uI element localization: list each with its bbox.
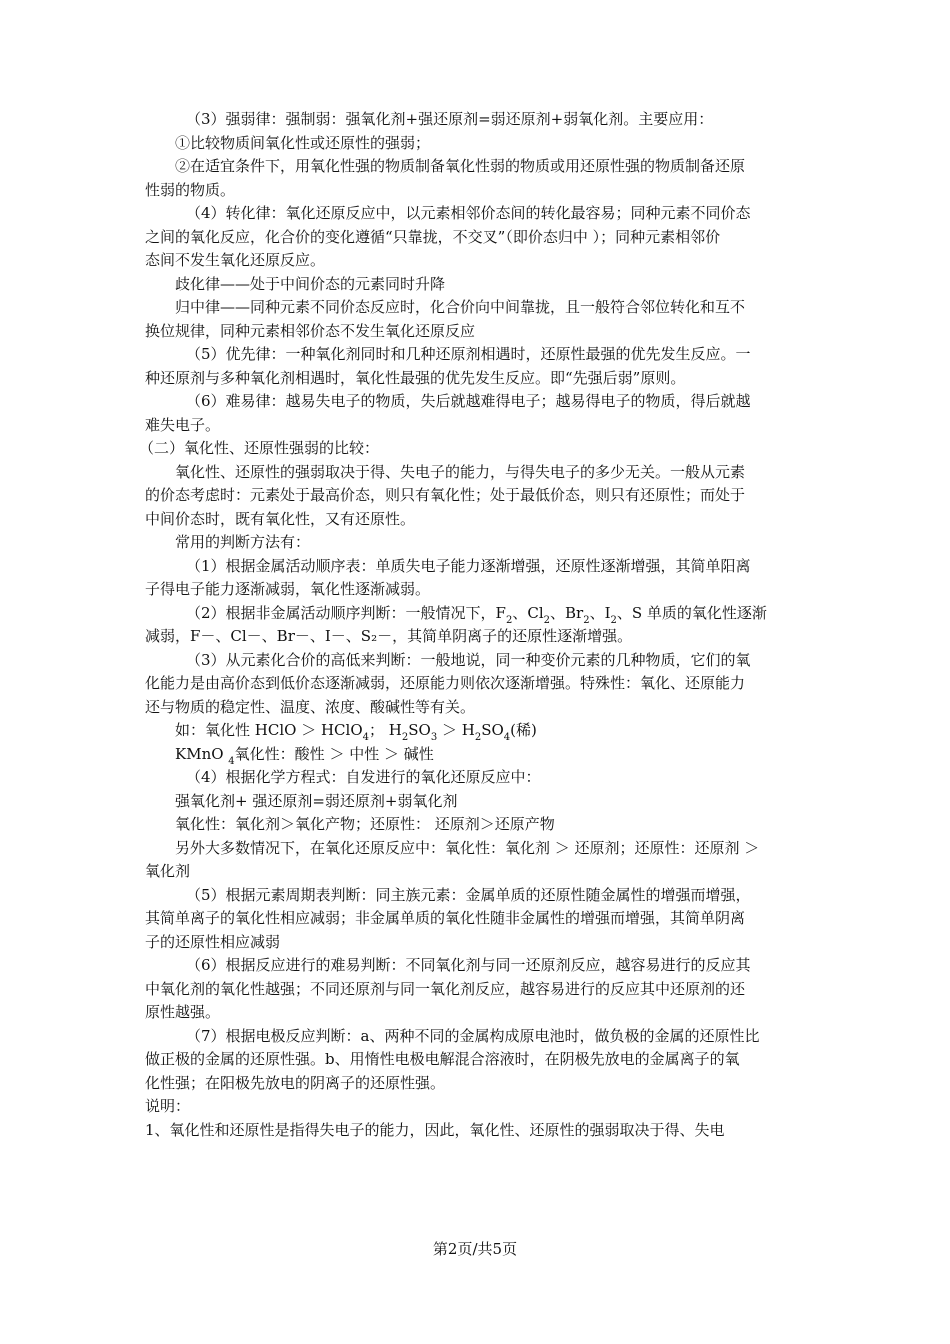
- text-line: 另外大多数情况下，在氧化还原反应中：氧化性：氧化剂 ＞ 还原剂；还原性：还原剂 ＞: [175, 838, 760, 857]
- text-line: KMnO $_4$氧化性：酸性 ＞ 中性 ＞ 碱性: [175, 744, 434, 767]
- text-line: （6）难易律：越易失电子的物质，失后就越难得电子；越易得电子的物质，得后就越: [186, 392, 751, 410]
- text-line: （7）根据电极反应判断：a、两种不同的金属构成原电池时，做负极的金属的还原性比: [186, 1026, 760, 1045]
- text-line: （4）根据化学方程式：自发进行的氧化还原反应中：: [186, 768, 541, 786]
- document-body: [139, 108, 817, 1142]
- text-line: （3）从元素化合价的高低来判断：一般地说，同一种变价元素的几种物质，它们的氧: [186, 650, 751, 669]
- text-line: 换位规律，同种元素相邻价态不发生氧化还原反应: [145, 321, 476, 340]
- text-line: 减弱，F－、Cl－、Br－、I－、S₂－，其简单阴离子的还原性逐渐增强。: [145, 627, 633, 645]
- text-line: 氧化剂: [145, 862, 191, 880]
- text-line: 歧化律——处于中间价态的元素同时升降: [175, 274, 446, 293]
- page-number: 第2页/共5页: [432, 1240, 518, 1258]
- text-line: 做正极的金属的还原性强。b、用惰性电极电解混合溶液时，在阴极先放电的金属离子的氧: [145, 1050, 740, 1068]
- text-line: 中间价态时，既有氧化性，又有还原性。: [145, 509, 416, 528]
- text-line: 态间不发生氧化还原反应。: [145, 251, 326, 269]
- text-line: 归中律——同种元素不同价态反应时，化合价向中间靠拢，且一般符合邻位转化和互不: [175, 298, 746, 316]
- text-line: 常用的判断方法有：: [175, 533, 311, 551]
- text-line: ①比较物质间氧化性或还原性的强弱；: [175, 133, 431, 152]
- text-line: 说明：: [145, 1097, 191, 1115]
- text-line: ②在适宜条件下，用氧化性强的物质制备氧化性弱的物质或用还原性强的物质制备还原: [175, 157, 746, 175]
- text-line: 中氧化剂的氧化性越强；不同还原剂与同一氧化剂反应，越容易进行的反应其中还原剂的还: [145, 979, 746, 998]
- text-line: （5）优先律：一种氧化剂同时和几种还原剂相遇时，还原性最强的优先发生反应。一: [186, 345, 751, 363]
- text-line: 氧化性：氧化剂＞氧化产物；还原性： 还原剂＞还原产物: [175, 815, 555, 833]
- text-line: 种还原剂与多种氧化剂相遇时，氧化性最强的优先发生反应。即“先强后弱”原则。: [145, 368, 686, 387]
- text-line: （3）强弱律：强制弱：强氧化剂+强还原剂=弱还原剂+弱氧化剂。主要应用：: [186, 110, 714, 128]
- text-line: 的价态考虑时：元素处于最高价态，则只有氧化性；处于最低价态，则只有还原性；而处于: [145, 486, 746, 504]
- text-line: 强氧化剂+ 强还原剂=弱还原剂+弱氧化剂: [175, 791, 458, 810]
- text-line: （4）转化律：氧化还原反应中，以元素相邻价态间的转化最容易；同种元素不同价态: [186, 204, 751, 222]
- text-line: （2）根据非金属活动顺序判断：一般情况下，$F_2$、$Cl_2$、$Br_2$、$I_2$、S 单质的氧化性逐渐: [186, 603, 767, 626]
- text-line: 还与物质的稳定性、温度、浓度、酸碱性等有关。: [145, 697, 476, 716]
- text-line: 之间的氧化反应，化合价的变化遵循“只靠拢，不交叉”（即价态归中 ）；同种元素相邻价: [145, 227, 721, 246]
- text-line: （5）根据元素周期表判断：同主族元素：金属单质的还原性随金属性的增强而增强，: [186, 885, 751, 904]
- text-line: （1）根据金属活动顺序表：单质失电子能力逐渐增强，还原性逐渐增强，其简单阳离: [186, 556, 751, 575]
- text-line: 子的还原性相应减弱: [145, 932, 281, 951]
- text-line: 性弱的物质。: [145, 180, 236, 199]
- text-line: 化性强；在阳极先放电的阴离子的还原性强。: [145, 1073, 446, 1092]
- text-line: 其简单离子的氧化性相应减弱；非金属单质的氧化性随非金属性的增强而增强，其简单阴离: [145, 909, 746, 927]
- text-line: （6）根据反应进行的难易判断：不同氧化剂与同一还原剂反应，越容易进行的反应其: [186, 956, 751, 974]
- text-line: 1、氧化性和还原性是指得失电子的能力，因此，氧化性、还原性的强弱取决于得、失电: [145, 1120, 725, 1139]
- text-line: 氧化性、还原性的强弱取决于得、失电子的能力，与得失电子的多少无关。一般从元素: [175, 462, 746, 481]
- text-line: 原性越强。: [145, 1003, 221, 1021]
- text-line: （二）氧化性、还原性强弱的比较：: [139, 439, 380, 457]
- text-line: 子得电子能力逐渐减弱，氧化性逐渐减弱。: [145, 580, 431, 598]
- text-line: 难失电子。: [145, 415, 221, 434]
- text-line: 化能力是由高价态到低价态逐渐减弱，还原能力则依次逐渐增强。特殊性：氧化、还原能力: [145, 674, 746, 692]
- text-line: 如：氧化性 HClO ＞ HClO$_4$； $H_2SO_3 > H_2SO_4$(稀): [175, 721, 537, 743]
